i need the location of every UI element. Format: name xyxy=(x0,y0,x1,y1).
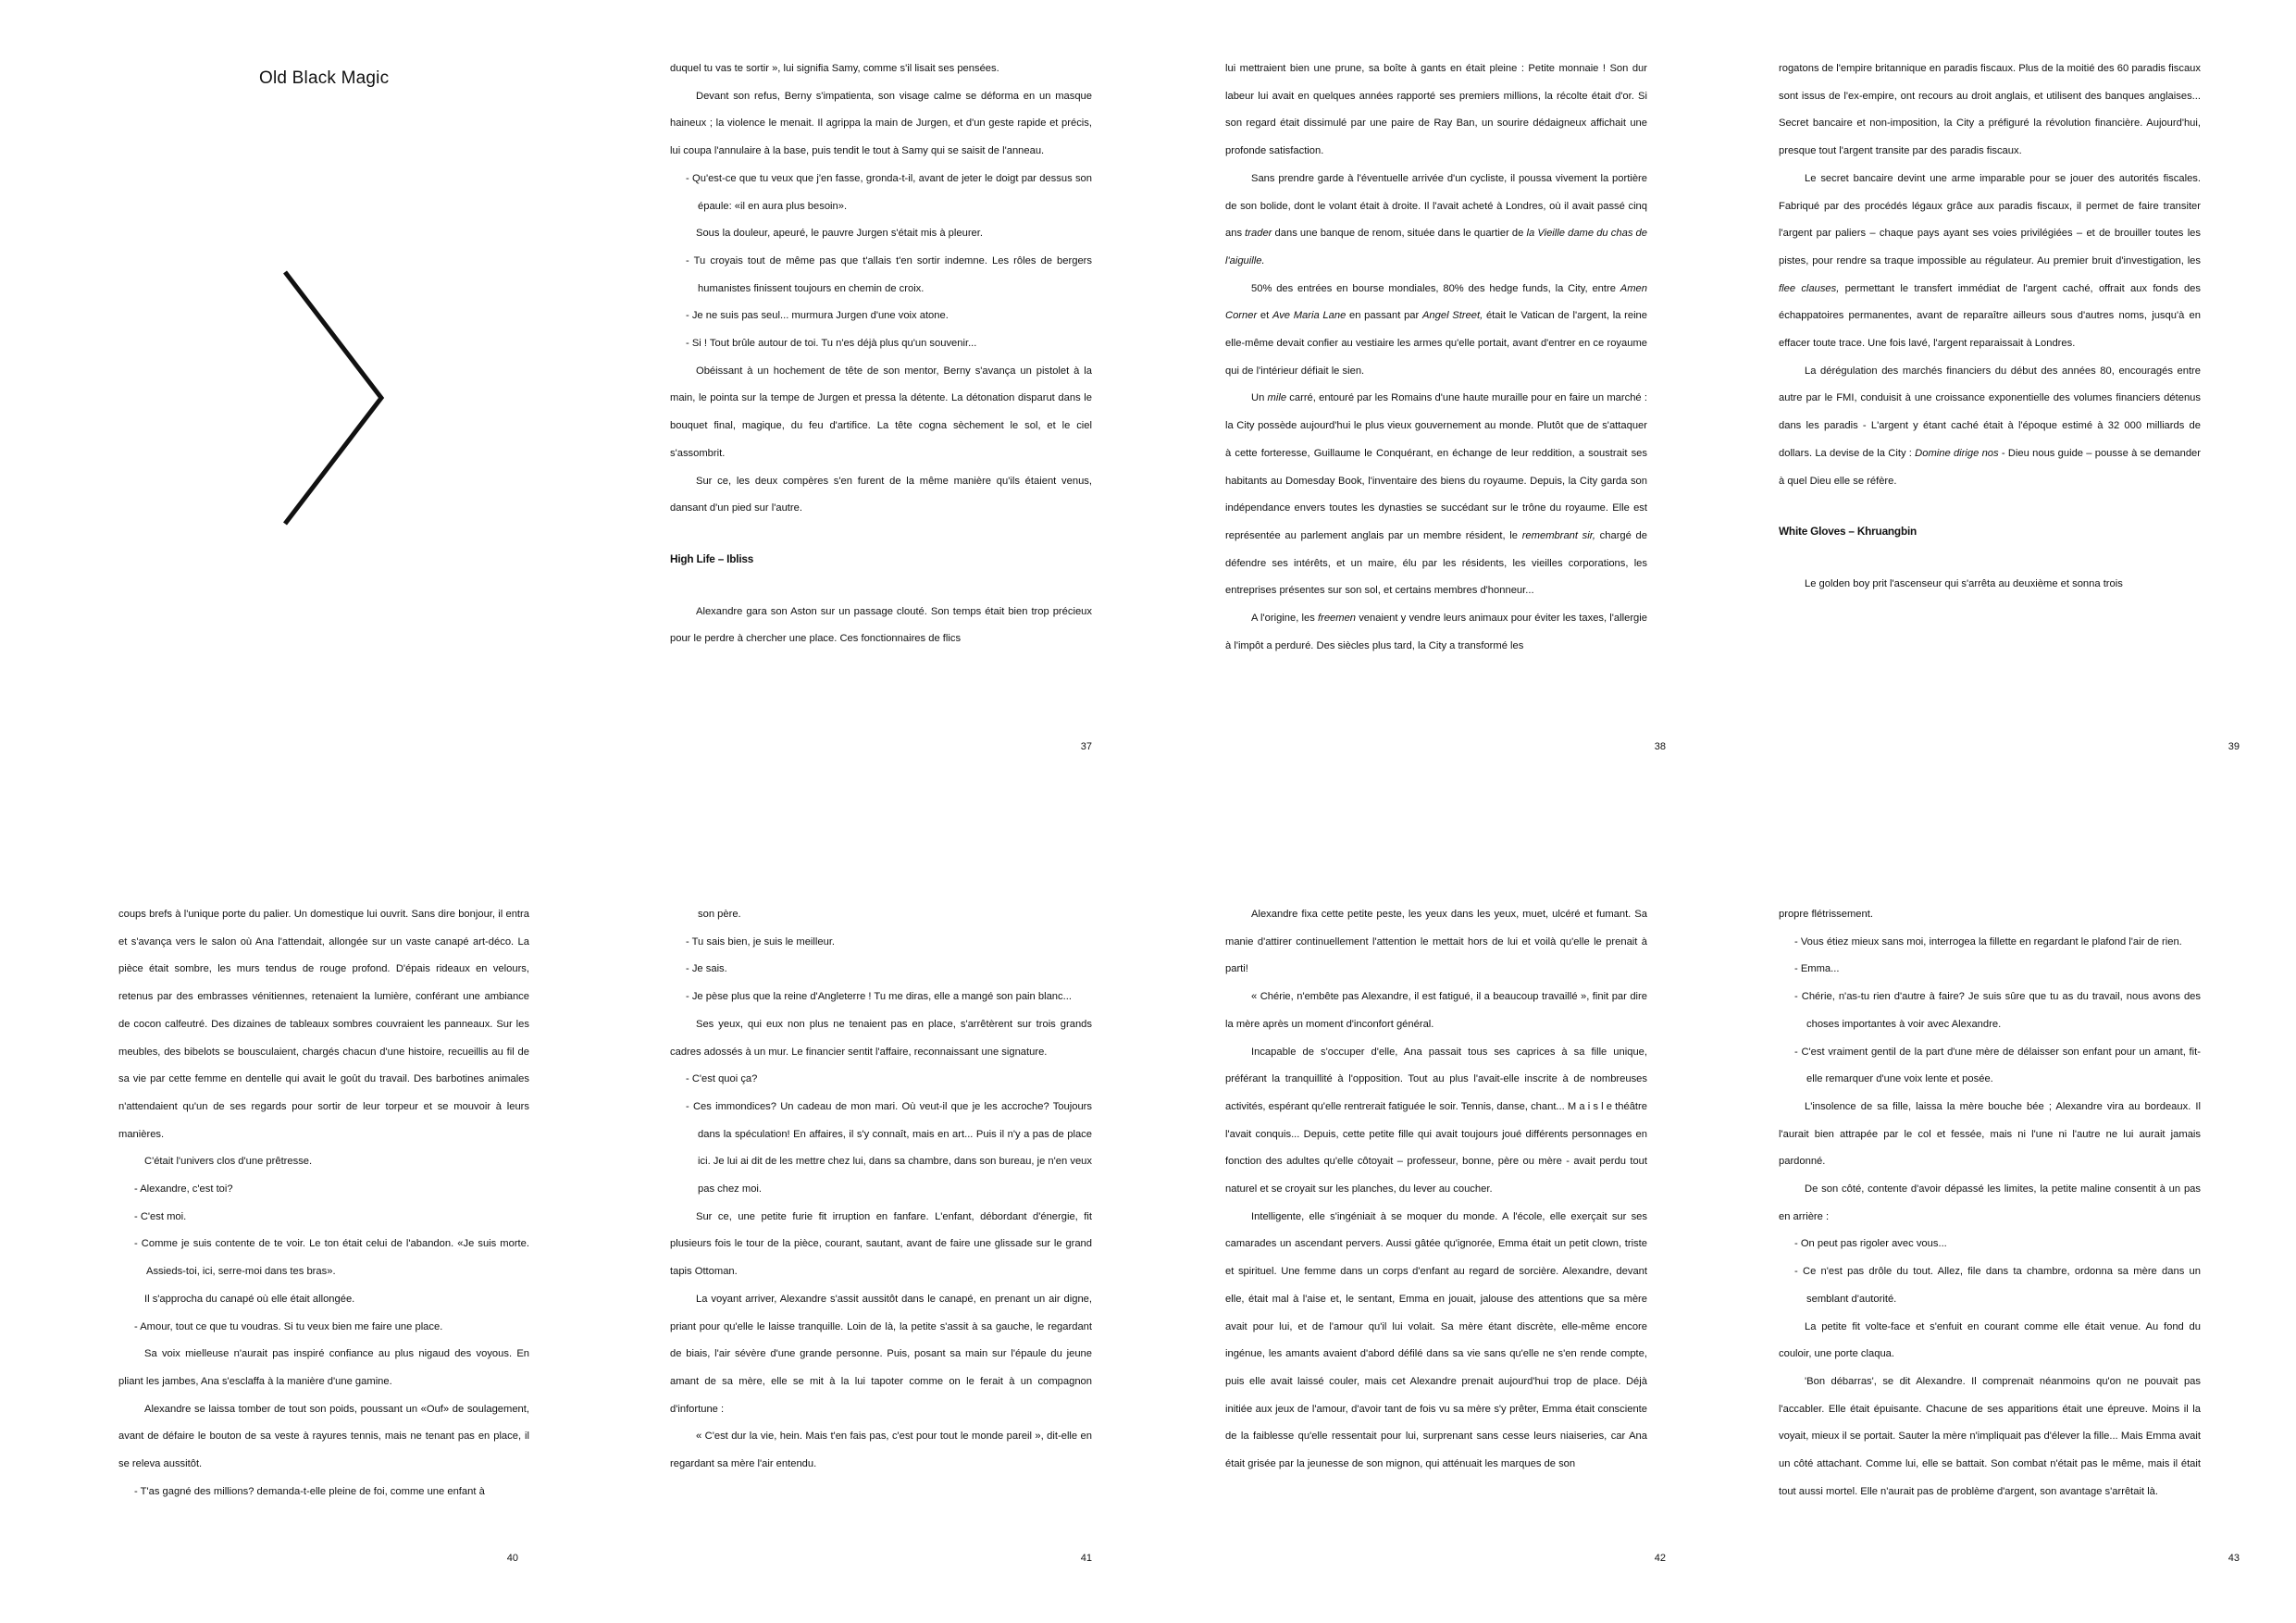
dialogue-line: - C'est quoi ça? xyxy=(686,1073,758,1085)
italic-run: Ave Maria Lane xyxy=(1272,310,1347,322)
italic-run: Amen Corner xyxy=(1225,282,1647,322)
title-page xyxy=(0,0,574,812)
paragraph: C'était l'univers clos d'une prêtresse. xyxy=(144,1156,313,1168)
page-text xyxy=(1779,901,2201,1505)
paragraph: De son côté, contente d'avoir dépassé les limites, la petite maline consentit à un pas en arrière : xyxy=(1779,1183,2201,1222)
page-number: 42 xyxy=(1654,1553,1666,1564)
dialogue-line: - Si ! Tout brûle autour de toi. Tu n'es déjà plus qu'un souvenir... xyxy=(686,338,977,350)
page-38 xyxy=(1148,0,1721,812)
page-39 xyxy=(1721,0,2295,812)
dialogue-line: - C'est moi. xyxy=(134,1210,187,1222)
paragraph: « C'est dur la vie, hein. Mais t'en fais pas, c'est pour tout le monde pareil », dit-elle en regardant sa mère l'air entendu. xyxy=(670,1431,1092,1470)
dialogue-line: - Tu croyais tout de même pas que t'allais t'en sortir indemne. Les rôles de bergers humanistes finissent toujours en chemin de croix. xyxy=(686,254,1092,294)
page-37 xyxy=(574,0,1148,812)
page-number: 39 xyxy=(2228,741,2240,752)
italic-run: freemen xyxy=(1317,613,1357,625)
paragraph: « Chérie, n'embête pas Alexandre, il est fatigué, il a beaucoup travaillé », finit par dire la mère après un moment d'inconfort général. xyxy=(1225,991,1647,1030)
page-number: 38 xyxy=(1654,741,1666,752)
dialogue-line: - Qu'est-ce que tu veux que j'en fasse, gronda-t-il, avant de jeter le doigt par dessus son épaule: «il en aura plus besoin». xyxy=(686,172,1092,212)
dialogue-line: - Ces immondices? Un cadeau de mon mari. Où veut-il que je les accroche? Toujours dans la spéculation! En affaires, il s'y connaît, mais en art... Puis il n'y a pas de place ici. Je lui ai dit de les mettre chez lui, dans sa chambre, dans son bureau, je n'en veux pas chez moi. xyxy=(686,1100,1092,1196)
dialogue-line: - T'as gagné des millions? demanda-t-elle pleine de foi, comme une enfant à xyxy=(134,1485,485,1497)
paragraph: Sur ce, une petite furie fit irruption en fanfare. L'enfant, débordant d'énergie, fit plusieurs fois le tour de la pièce, courant, sautant, avant de faire une glissade sur le grand tapis Ottoman. xyxy=(670,1210,1092,1278)
dialogue-line: - C'est vraiment gentil de la part d'une mère de délaisser son enfant pour un amant, fit-elle remarquer d'une voix lente et posée. xyxy=(1794,1046,2201,1085)
paragraph: duquel tu vas te sortir », lui signifia Samy, comme s'il lisait ses pensées. xyxy=(670,63,999,74)
page-number: 41 xyxy=(1080,1553,1092,1564)
dialogue-line: - Je sais. xyxy=(686,963,727,975)
dialogue-line: - Je pèse plus que la reine d'Angleterre ! Tu me diras, elle a mangé son pain blanc... xyxy=(686,991,1072,1003)
page-text xyxy=(1779,56,2201,599)
section-heading: High Life – Ibliss xyxy=(670,551,754,565)
text-run: carré, entouré par les Romains d'une haute muraille pour en faire un marché : la City possède aujourd'hui le plus vieux gouvernement au monde. Plutôt que de s'attaquer à cette forteresse, Guillaume le Conquérant, en échange de leur reddition, a soustrait ses habitants au Domesday Book, l'inventaire des biens du royaume. Depuis, la City garda son indépendance envers toutes les dynasties se succédant sur le trône du royaume. Elle est représentée au parlement anglais par un membre résident, le xyxy=(1225,392,1647,541)
paragraph: 'Bon débarras', se dit Alexandre. Il comprenait néanmoins qu'on ne pouvait pas l'accabler. Elle était épuisante. Chacune de ses apparitions était une épreuve. Moins il la voyait, mieux il se portait. Sauter la mère n'impliquait pas d'élever la fille... Mais Emma avait un côté attachant. Comme lui, elle se battait. Son combat n'était pas le même, mais il était tout aussi mortel. Elle n'aurait pas de problème d'argent, son avantage s'arrêtait là. xyxy=(1779,1375,2201,1497)
italic-run: trader xyxy=(1245,228,1272,240)
italic-run: mile xyxy=(1267,392,1287,404)
paragraph: L'insolence de sa fille, laissa la mère bouche bée ; Alexandre vira au bordeaux. Il l'aurait bien attrapée par le col et fessée, mais ni l'une ni l'autre ne lui aurait jamais pardonné. xyxy=(1779,1100,2201,1168)
page-41 xyxy=(574,812,1148,1623)
chevron-right-icon xyxy=(278,268,398,527)
paragraph: La petite fit volte-face et s'enfuit en courant comme elle était venue. Au fond du couloir, une porte claqua. xyxy=(1779,1320,2201,1360)
paragraph: Alexandre se laissa tomber de tout son poids, poussant un «Ouf» de soulagement, avant de défaire le bouton de sa veste à rayures tennis, mais ne tenant pas en place, il se releva aussitôt. xyxy=(118,1403,529,1470)
text-run: en passant par xyxy=(1346,310,1422,322)
text-run: Le secret bancaire devint une arme imparable pour se jouer des autorités fiscales. Fabriqué par des procédés légaux grâce aux paradis fiscaux, il permet de faire transiter l'argent par paliers – chaque pays ayant ses voies privilégiées – et de brouiller toutes les pistes, pour rendre sa traque impossible au régulateur. Au premier bruit d'investigation, les xyxy=(1779,172,2201,266)
paragraph: Sur ce, les deux compères s'en furent de la même manière qu'ils étaient venus, dansant d'un pied sur l'autre. xyxy=(670,475,1092,514)
paragraph: coups brefs à l'unique porte du palier. Un domestique lui ouvrit. Sans dire bonjour, il entra et s'avança vers le salon où Ana l'attendait, allongée sur un vaste canapé art-déco. La pièce était sombre, les murs tendus de rouge profond. D'épais rideaux en velours, retenus par des embrasses vénitiennes, retenaient la lumière, conférant une ambiance de cocon calfeutré. Des dizaines de tableaux sombres couvraient les panneaux. Sur les meubles, des bibelots se bousculaient, chargés chacun d'une histoire, recueillis au fil de sa vie par cette femme en dentelle qui avait le goût du travail. Des barbotines animales n'attendaient qu'un de ses regards pour sortir de leur torpeur et se mouvoir à leurs manières. xyxy=(118,909,529,1140)
paragraph: Alexandre fixa cette petite peste, les yeux dans les yeux, muet, ulcéré et fumant. Sa manie d'attirer continuellement l'attention le mettait hors de lui et voilà qu'elle le prenait à parti! xyxy=(1225,909,1647,975)
italic-run: la Vieille dame du chas de l'aiguille. xyxy=(1225,228,1647,266)
dialogue-line: - Alexandre, c'est toi? xyxy=(134,1183,233,1196)
dialogue-line: son père. xyxy=(698,909,741,920)
dialogue-line: - Emma... xyxy=(1794,963,1840,975)
dialogue-line: - Comme je suis contente de te voir. Le ton était celui de l'abandon. «Je suis morte. Assieds-toi, ici, serre-moi dans tes bras». xyxy=(134,1238,529,1278)
text-run: Un xyxy=(1251,392,1268,404)
page-number: 40 xyxy=(506,1553,518,1564)
text-run: chargé de défendre ses intérêts, et un maire, élu par les résidents, les vieilles corporations, les entreprises présentes sur son sol, et certains membres d'honneur... xyxy=(1225,529,1647,597)
page-text xyxy=(670,901,1092,1479)
book-title: Old Black Magic xyxy=(259,68,390,88)
text-run: Sans prendre garde à l'éventuelle arrivée d'un cycliste, il poussa vivement la portière de son bolide, dont le volant était à droite. Il l'avait acheté à Londres, où il avait passé cinq ans xyxy=(1225,172,1647,240)
italic-run: flee clauses, xyxy=(1779,282,1840,294)
paragraph xyxy=(1779,166,2201,358)
text-run: A l'origine, les xyxy=(1251,613,1318,625)
page-43 xyxy=(1721,812,2295,1623)
paragraph: Obéissant à un hochement de tête de son mentor, Berny s'avança un pistolet à la main, le pointa sur la tempe de Jurgen et pressa la détente. La détonation disparut dans le bouquet final, magique, du feu d'artifice. La tête cogna sèchement le sol, et le ciel s'assombrit. xyxy=(670,365,1092,459)
text-run: était le Vatican de l'argent, la reine elle-même devait confier au vestiaire les armes qu'elle portait, avant d'entrer en ce royaume qui de l'intérieur défiait le sien. xyxy=(1225,310,1648,377)
page-text xyxy=(670,56,1092,653)
paragraph: Intelligente, elle s'ingéniait à se moquer du monde. A l'école, elle exerçait sur ses camarades un ascendant pervers. Aussi gâtée qu'ignorée, Emma était un petit clown, triste et spirituel. Une femme dans un corps d'enfant au regard de sorcière. Alexandre, devant elle, était mal à l'aise et, le sentant, Emma en jouait, jalouse des attentions que sa mère avait pour lui, et de l'amour qu'il lui volait. Sa mère étant discrète, elle-même encore ingénue, les amants avaient d'abord défilé dans sa vie sans qu'elle ne s'en rende compte, puis elle avait laissé couler, mais cet Alexandre prenait aujourd'hui trop de place. Déjà initiée aux jeux de l'amour, d'avoir tant de fois vu sa mère s'y prêter, Emma était consciente de la faiblesse qu'elle ressentait pour lui, surprenant sans cesse leurs niaiseries, car Ana était grisée par la jeunesse de son mignon, qui atténuait les marques de son xyxy=(1225,1210,1647,1470)
dialogue-line: - Vous étiez mieux sans moi, interrogea la fillette en regardant le plafond l'air de rien. xyxy=(1794,935,2182,948)
paragraph: Incapable de s'occuper d'elle, Ana passait tous ses caprices à sa fille unique, préférant la tranquillité à l'opposition. Tout au plus l'avait-elle inscrite à de nombreuses activités, espérant qu'elle rentrerait fatiguée le soir. Tennis, danse, chant... M a i s l e théâtre l'avait conquis... Depuis, cette petite fille qui avait toujours joué différents personnages en fonction des adultes qu'elle côtoyait – professeur, bonne, père ou mère - avait perdu tout naturel et se croyait sur les planches, du lever au coucher. xyxy=(1225,1046,1647,1196)
dialogue-line: - Ce n'est pas drôle du tout. Allez, file dans ta chambre, ordonna sa mère dans un semblant d'autorité. xyxy=(1794,1266,2201,1305)
paragraph: rogatons de l'empire britannique en paradis fiscaux. Plus de la moitié des 60 paradis fiscaux sont issus de l'ex-empire, ont recours au droit anglais, et utilisent des banques anglaises... Secret bancaire et non-imposition, la City a préfiguré la révolution financière. Aujourd'hui, presque tout l'argent transite par des paradis fiscaux. xyxy=(1779,63,2201,157)
page-text xyxy=(118,901,529,1505)
paragraph xyxy=(1779,358,2201,496)
text-run: venaient y vendre leurs animaux pour éviter les taxes, l'allergie à l'impôt a perduré. Des siècles plus tard, la City a transformé les xyxy=(1225,613,1647,651)
paragraph xyxy=(1225,385,1647,605)
paragraph: lui mettraient bien une prune, sa boîte à gants en était pleine : Petite monnaie ! Son dur labeur lui avait en quelques années rapporté ses premiers millions, la récolte était d'or. Si son regard était dissimulé par une paire de Ray Ban, un sourire dédaigneux affichait une profonde satisfaction. xyxy=(1225,63,1647,157)
paragraph: Sous la douleur, apeuré, le pauvre Jurgen s'était mis à pleurer. xyxy=(696,228,983,240)
paragraph: La voyant arriver, Alexandre s'assit aussitôt dans le canapé, en prenant un air digne, priant pour qu'elle le laisse tranquille. Loin de là, la petite s'assit à sa gauche, le regardant de biais, l'air sévère d'une grande personne. Puis, posant sa main sur l'épaule du jeune amant de sa mère, elle se mit à la lui tapoter comme on le ferait à un compagnon d'infortune : xyxy=(670,1293,1092,1415)
text-run: dans une banque de renom, située dans le quartier de xyxy=(1272,228,1527,240)
italic-run: remembrant sir, xyxy=(1521,529,1595,541)
section-heading: White Gloves – Khruangbin xyxy=(1779,525,1917,539)
text-run: permettant le transfert immédiat de l'argent caché, offrait aux fonds des échappatoires permanentes, avant de reparaître ailleurs sous d'autres noms, jusqu'à en effacer toute trace. Une fois lavé, l'argent reparaissait à Londres. xyxy=(1779,282,2202,350)
paragraph: Alexandre gara son Aston sur un passage clouté. Son temps était bien trop précieux pour le perdre à chercher une place. Ces fonctionnaires de flics xyxy=(670,605,1092,645)
page-number: 43 xyxy=(2228,1553,2240,1564)
text-run: et xyxy=(1257,310,1272,322)
paragraph xyxy=(1225,166,1647,276)
dialogue-line: - Chérie, n'as-tu rien d'autre à faire? Je suis sûre que tu as du travail, nous avons des choses importantes à voir avec Alexandre. xyxy=(1794,991,2201,1030)
page-number: 37 xyxy=(1080,741,1092,752)
paragraph xyxy=(1225,276,1647,386)
dialogue-line: - On peut pas rigoler avec vous... xyxy=(1794,1238,1947,1250)
page-42 xyxy=(1148,812,1721,1623)
paragraph: Ses yeux, qui eux non plus ne tenaient pas en place, s'arrêtèrent sur trois grands cadres adossés à un mur. Le financier sentit l'affaire, reconnaissant une signature. xyxy=(670,1018,1092,1058)
italic-run: Domine dirige nos xyxy=(1915,447,1999,459)
dialogue-line: - Tu sais bien, je suis le meilleur. xyxy=(686,935,836,948)
paragraph: Devant son refus, Berny s'impatienta, son visage calme se déforma en un masque haineux ; la violence le menait. Il agrippa la main de Jurgen, et d'un geste rapide et précis, lui coupa l'annulaire à la base, puis tendit le tout à Samy qui se saisit de l'anneau. xyxy=(670,90,1092,157)
paragraph: Il s'approcha du canapé où elle était allongée. xyxy=(144,1293,355,1305)
paragraph: propre flétrissement. xyxy=(1779,909,1873,920)
text-run: - Dieu nous guide – pousse à se demander à quel Dieu elle se réfère. xyxy=(1779,447,2201,487)
page-text xyxy=(1225,56,1647,660)
text-run: 50% des entrées en bourse mondiales, 80% des hedge funds, la City, entre xyxy=(1251,282,1620,294)
paragraph: Le golden boy prit l'ascenseur qui s'arrêta au deuxième et sonna trois xyxy=(1805,577,2123,589)
dialogue-line: - Amour, tout ce que tu voudras. Si tu veux bien me faire une place. xyxy=(134,1320,443,1332)
italic-run: Angel Street, xyxy=(1421,310,1483,322)
paragraph xyxy=(1225,605,1647,660)
text-run: La dérégulation des marchés financiers du début des années 80, encouragés entre autre par le FMI, conduisit à une croissance exponentielle des volumes financiers détenus dans les paradis - L'argent y étant caché était à l'époque estimé à 32 000 milliards de dollars. La devise de la City : xyxy=(1779,365,2201,459)
paragraph: Sa voix mielleuse n'aurait pas inspiré confiance au plus nigaud des voyous. En pliant les jambes, Ana s'esclaffa à la manière d'une gamine. xyxy=(118,1348,529,1387)
page-text xyxy=(1225,901,1647,1479)
page-40 xyxy=(0,812,574,1623)
dialogue-line: - Je ne suis pas seul... murmura Jurgen d'une voix atone. xyxy=(686,310,949,322)
